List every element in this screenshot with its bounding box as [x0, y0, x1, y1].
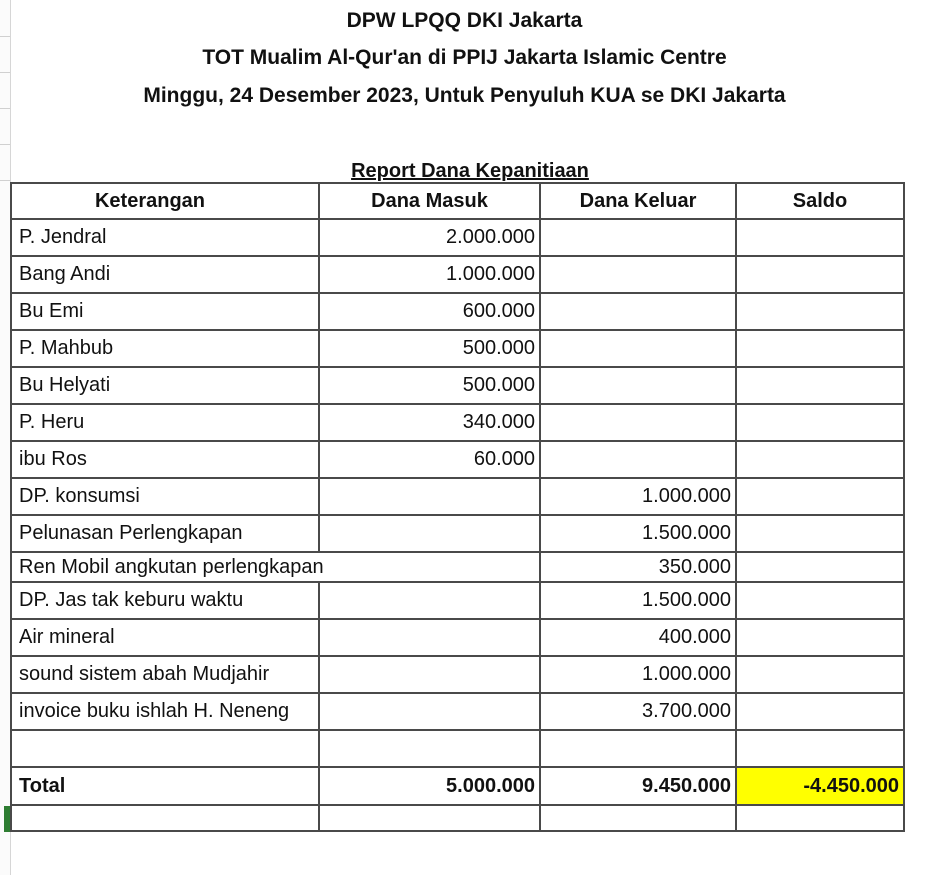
- cell-keterangan[interactable]: Bu Helyati: [10, 368, 320, 405]
- cell-dana-keluar[interactable]: [541, 731, 737, 768]
- gutter-tick: [0, 36, 10, 37]
- cell-dana-masuk[interactable]: 340.000: [320, 405, 541, 442]
- table-header-row: [10, 182, 905, 220]
- header-date: Minggu, 24 Desember 2023, Untuk Penyuluh KUA se DKI Jakarta: [143, 84, 786, 107]
- cell-saldo[interactable]: [737, 731, 905, 768]
- cell-dana-keluar[interactable]: [541, 442, 737, 479]
- table-row: [10, 553, 905, 583]
- cell-saldo[interactable]: [737, 442, 905, 479]
- cell-saldo[interactable]: [737, 405, 905, 442]
- gutter-tick: [0, 72, 10, 73]
- cell-dana-keluar[interactable]: 3.700.000: [541, 694, 737, 731]
- cell-dana-keluar[interactable]: 400.000: [541, 620, 737, 657]
- cell-dana-masuk[interactable]: [320, 694, 541, 731]
- header-org: DPW LPQQ DKI Jakarta: [346, 9, 583, 32]
- cell-keterangan[interactable]: P. Jendral: [10, 220, 320, 257]
- cell-dana-masuk[interactable]: [320, 583, 541, 620]
- cell-saldo[interactable]: [737, 368, 905, 405]
- total-dana-keluar[interactable]: 9.450.000: [541, 768, 737, 806]
- cell-dana-masuk[interactable]: 600.000: [320, 294, 541, 331]
- cell-dana-keluar[interactable]: 1.500.000: [541, 583, 737, 620]
- empty-cell[interactable]: [737, 806, 905, 832]
- cell-keterangan[interactable]: Air mineral: [10, 620, 320, 657]
- table-row: [10, 331, 905, 368]
- cell-dana-keluar[interactable]: [541, 331, 737, 368]
- cell-saldo[interactable]: [737, 583, 905, 620]
- empty-row: [10, 806, 905, 832]
- cell-dana-keluar[interactable]: 1.000.000: [541, 479, 737, 516]
- cell-dana-keluar[interactable]: 1.000.000: [541, 657, 737, 694]
- total-dana-masuk[interactable]: 5.000.000: [320, 768, 541, 806]
- cell-dana-keluar[interactable]: [541, 294, 737, 331]
- cell-saldo[interactable]: [737, 620, 905, 657]
- cell-saldo[interactable]: [737, 694, 905, 731]
- table-row: [10, 405, 905, 442]
- cell-dana-keluar[interactable]: 350.000: [541, 553, 737, 583]
- cell-keterangan[interactable]: DP. konsumsi: [10, 479, 320, 516]
- cell-saldo[interactable]: [737, 516, 905, 553]
- header-event: TOT Mualim Al-Qur'an di PPIJ Jakarta Islamic Centre: [202, 46, 727, 69]
- empty-cell[interactable]: [10, 806, 320, 832]
- cell-saldo[interactable]: [737, 220, 905, 257]
- cell-dana-masuk[interactable]: [320, 553, 541, 583]
- cell-saldo[interactable]: [737, 657, 905, 694]
- report-title: Report Dana Kepanitiaan: [351, 160, 589, 182]
- cell-saldo[interactable]: [737, 294, 905, 331]
- cell-keterangan[interactable]: sound sistem abah Mudjahir: [10, 657, 320, 694]
- total-row: [10, 768, 905, 806]
- gutter-tick: [0, 144, 10, 145]
- cell-keterangan[interactable]: ibu Ros: [10, 442, 320, 479]
- cell-keterangan[interactable]: Bang Andi: [10, 257, 320, 294]
- cell-dana-masuk[interactable]: 60.000: [320, 442, 541, 479]
- cell-keterangan[interactable]: Ren Mobil angkutan perlengkapan: [10, 553, 320, 583]
- table-row: [10, 257, 905, 294]
- header-keterangan[interactable]: Keterangan: [10, 182, 320, 220]
- cell-saldo[interactable]: [737, 479, 905, 516]
- table-row: [10, 294, 905, 331]
- empty-cell[interactable]: [320, 806, 541, 832]
- cell-dana-masuk[interactable]: 1.000.000: [320, 257, 541, 294]
- cell-dana-masuk[interactable]: [320, 657, 541, 694]
- table-row: [10, 368, 905, 405]
- cell-dana-keluar[interactable]: [541, 405, 737, 442]
- table-row: [10, 583, 905, 620]
- table-row: [10, 694, 905, 731]
- gutter-tick: [0, 180, 10, 181]
- total-label[interactable]: Total: [10, 768, 320, 806]
- cell-dana-masuk[interactable]: [320, 620, 541, 657]
- cell-dana-masuk[interactable]: 2.000.000: [320, 220, 541, 257]
- total-saldo[interactable]: -4.450.000: [737, 768, 905, 806]
- cell-saldo[interactable]: [737, 553, 905, 583]
- empty-cell[interactable]: [541, 806, 737, 832]
- header-saldo[interactable]: Saldo: [737, 182, 905, 220]
- cell-dana-masuk[interactable]: [320, 731, 541, 768]
- cell-keterangan[interactable]: Bu Emi: [10, 294, 320, 331]
- cell-keterangan[interactable]: P. Mahbub: [10, 331, 320, 368]
- cell-dana-keluar[interactable]: [541, 257, 737, 294]
- cell-dana-keluar[interactable]: [541, 368, 737, 405]
- table-row: [10, 442, 905, 479]
- table-row: [10, 620, 905, 657]
- header-dana-masuk[interactable]: Dana Masuk: [320, 182, 541, 220]
- cell-keterangan[interactable]: P. Heru: [10, 405, 320, 442]
- cell-saldo[interactable]: [737, 331, 905, 368]
- header-dana-keluar[interactable]: Dana Keluar: [541, 182, 737, 220]
- table-row: [10, 731, 905, 768]
- cell-dana-keluar[interactable]: 1.500.000: [541, 516, 737, 553]
- cell-dana-masuk[interactable]: [320, 516, 541, 553]
- cell-keterangan[interactable]: [10, 731, 320, 768]
- cell-dana-keluar[interactable]: [541, 220, 737, 257]
- cell-saldo[interactable]: [737, 257, 905, 294]
- cell-dana-masuk[interactable]: 500.000: [320, 331, 541, 368]
- cell-keterangan[interactable]: DP. Jas tak keburu waktu: [10, 583, 320, 620]
- cell-keterangan[interactable]: invoice buku ishlah H. Neneng: [10, 694, 320, 731]
- table-row: [10, 516, 905, 553]
- cell-dana-masuk[interactable]: 500.000: [320, 368, 541, 405]
- cell-keterangan[interactable]: Pelunasan Perlengkapan: [10, 516, 320, 553]
- gutter-tick: [0, 108, 10, 109]
- table-row: [10, 220, 905, 257]
- table-row: [10, 657, 905, 694]
- table-row: [10, 479, 905, 516]
- cell-dana-masuk[interactable]: [320, 479, 541, 516]
